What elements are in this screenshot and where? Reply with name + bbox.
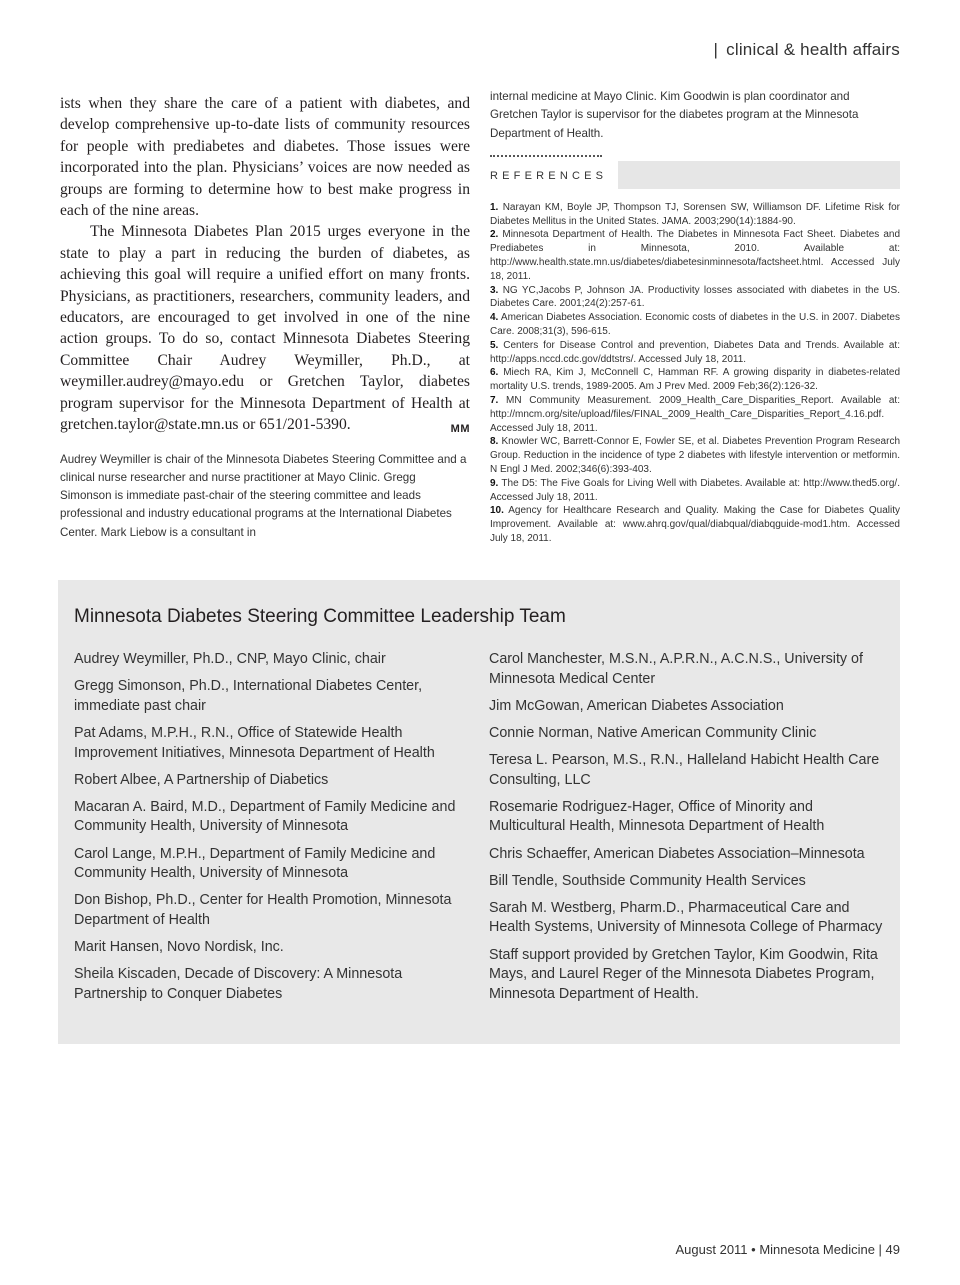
article-paragraph-2-text: The Minnesota Diabetes Plan 2015 urges everyone in the state to play a part in reducing the burden of diabetes, as achieving this goal will require a unified effort on many fronts. Physicians, as practitioners, researchers, community leaders, and educators, are encouraged to get involved in one of the nine action groups. To do so, contact Minnesota Diabetes Steering Committee Chair Audrey Weymiller, Ph.D., at weymiller.audrey@mayo.edu or Gretchen Taylor, diabetes program supervisor for the Minnesota Department of Health at gretchen.taylor@state.mn.us or 651/201-5390. [60, 223, 470, 434]
sidebar-title: Minnesota Diabetes Steering Committee Leadership Team [74, 606, 566, 627]
committee-member: Chris Schaeffer, American Diabetes Association–Minnesota [489, 845, 865, 862]
dotted-divider [490, 149, 602, 157]
committee-member: Connie Norman, Native American Community Clinic [489, 724, 817, 741]
committee-member: Macaran A. Baird, M.D., Department of Family Medicine and Community Health, University of Minnesota [74, 798, 456, 835]
reference-item [490, 284, 900, 312]
committee-member: Carol Manchester, M.S.N., A.P.R.N., A.C.N.S., University of Minnesota Medical Center [489, 651, 863, 687]
references-heading [490, 161, 900, 189]
references-label: REFERENCES [490, 169, 608, 182]
reference-text: American Diabetes Association. Economic costs of diabetes in the U.S. in 2007. Diabetes Care. 2008;31(3), 596-615. [490, 312, 900, 338]
article-paragraph-2 [60, 221, 470, 435]
references-heading-shade [618, 161, 900, 189]
committee-member: Robert Albee, A Partnership of Diabetics [74, 771, 329, 788]
committee-member: Audrey Weymiller, Ph.D., CNP, Mayo Clinic, chair [74, 651, 386, 667]
reference-text: The D5: The Five Goals for Living Well with Diabetes. Available at: http://www.thed5.org/. Accessed July 18, 2011. [490, 477, 900, 503]
reference-text: Centers for Disease Control and prevention, Diabetes Data and Trends. Available at: http://apps.nccd.cdc.gov/ddtstrs/. Accessed July 18, 2011. [490, 339, 900, 365]
reference-number: 5. [490, 339, 499, 351]
reference-number: 10. [490, 505, 504, 517]
committee-member: Jim McGowan, American Diabetes Association [489, 697, 784, 714]
reference-text: MN Community Measurement. 2009_Health_Care_Disparities_Report. Available at: http://mncm.org/site/upload/files/FINAL_2009_Health_Care_Disparities_Report_4.16.pdf. Accessed July 18, 2011. [490, 395, 900, 434]
reference-number: 1. [490, 201, 499, 213]
author-bio: Audrey Weymiller is chair of the Minnesota Diabetes Steering Committee and a clinical nurse researcher and nurse practitioner at Mayo Clinic. Gregg Simonson is immediate past-chair of the steering committee and leads professional and industry educational programs at the International Diabetes Center. Mark Liebow is a consultant in [60, 452, 467, 539]
reference-text: Narayan KM, Boyle JP, Thompson TJ, Sorensen SW, Williamson DF. Lifetime Risk for Diabetes Mellitus in the United States. JAMA. 2003;290(14):1884-90. [490, 201, 900, 227]
sidebar-box [58, 580, 900, 1044]
committee-left-column [74, 650, 474, 1012]
article-paragraph-1: ists when they share the care of a patient with diabetes, and develop comprehensive up-to-date lists of community resources for people with prediabetes and diabetes. Those issues were incorporated into the plan. Physicians’ voices are now needed as groups are forming to determine how to best make progress in each of the nine areas. [60, 95, 470, 220]
reference-item [490, 366, 900, 394]
committee-member: Don Bishop, Ph.D., Center for Health Promotion, Minnesota Department of Health [74, 892, 452, 929]
reference-number: 6. [490, 367, 499, 379]
reference-item [490, 504, 900, 545]
committee-member: Staff support provided by Gretchen Taylor, Kim Goodwin, Rita Mays, and Laurel Reger of the Minnesota Diabetes Program, Minnesota Department of Health. [489, 946, 878, 1002]
running-header [714, 40, 900, 60]
reference-item [490, 311, 900, 339]
reference-number: 7. [490, 395, 499, 407]
reference-item [490, 228, 900, 283]
reference-item [490, 477, 900, 505]
committee-member: Carol Lange, M.P.H., Department of Family Medicine and Community Health, University of Minnesota [74, 845, 436, 882]
signoff-mark: MM [450, 423, 470, 436]
reference-item [490, 435, 900, 476]
committee-member: Marit Hansen, Novo Nordisk, Inc. [74, 939, 284, 956]
committee-member: Bill Tendle, Southside Community Health Services [489, 872, 806, 889]
reference-number: 2. [490, 229, 499, 241]
right-column [490, 88, 900, 546]
section-label: clinical & health affairs [726, 40, 900, 59]
reference-number: 8. [490, 436, 499, 448]
header-divider: | [713, 40, 719, 59]
committee-member: Rosemarie Rodriguez-Hager, Office of Minority and Multicultural Health, Minnesota Department of Health [489, 798, 825, 835]
reference-text: Miech RA, Kim J, McConnell C, Hamman RF. A growing disparity in diabetes-related mortality U.S. trends, 1989-2005. Am J Prev Med. 2009 Feb;36(2):126-32. [490, 367, 901, 393]
committee-member: Gregg Simonson, Ph.D., International Diabetes Center, immediate past chair [74, 678, 423, 714]
reference-text: Knowler WC, Barrett-Connor E, Fowler SE, et al. Diabetes Prevention Program Research Group. Reduction in the incidence of type 2 diabetes with lifestyle intervention or metformin. N Engl J Med. 2002;346(6):393-403. [490, 436, 901, 476]
committee-member: Sarah M. Westberg, Pharm.D., Pharmaceutical Care and Health Systems, University of Minnesota College of Pharmacy [489, 899, 883, 936]
committee-member: Teresa L. Pearson, M.S., R.N., Halleland Habicht Health Care Consulting, LLC [489, 751, 880, 788]
reference-number: 9. [490, 477, 499, 489]
committee-member: Sheila Kiscaden, Decade of Discovery: A Minnesota Partnership to Conquer Diabetes [74, 966, 403, 1002]
reference-item [490, 201, 900, 229]
reference-text: NG YC,Jacobs P, Johnson JA. Productivity losses associated with diabetes in the US. Diabetes Care. 2001;24(2):257-61. [490, 284, 901, 310]
page-footer: August 2011 • Minnesota Medicine | 49 [675, 1242, 900, 1257]
committee-member: Pat Adams, M.P.H., R.N., Office of Statewide Health Improvement Initiatives, Minnesota Department of Health [74, 724, 435, 761]
committee-right-column [489, 650, 889, 1012]
reference-text: Minnesota Department of Health. The Diabetes in Minnesota Fact Sheet. Diabetes and Prediabetes in Minnesota, 2010. Available at: http://www.health.state.mn.us/diabetes/diabetesinminnesota/factsheet.html. Accessed July 18, 2011. [490, 229, 901, 282]
reference-item [490, 339, 900, 367]
left-column [60, 93, 470, 554]
reference-text: Agency for Healthcare Research and Quality. Making the Case for Diabetes Quality Improvement. Available at: www.ahrq.gov/qual/diabqual/diabqguide-mod1.htm. Accessed July 18, 2011. [490, 505, 900, 545]
references-list [490, 201, 900, 546]
reference-number: 3. [490, 284, 499, 296]
author-bio-continued: internal medicine at Mayo Clinic. Kim Goodwin is plan coordinator and Gretchen Taylor is supervisor for the diabetes program at the Minnesota Department of Health. [490, 90, 859, 140]
reference-number: 4. [490, 312, 499, 324]
reference-item [490, 394, 900, 435]
